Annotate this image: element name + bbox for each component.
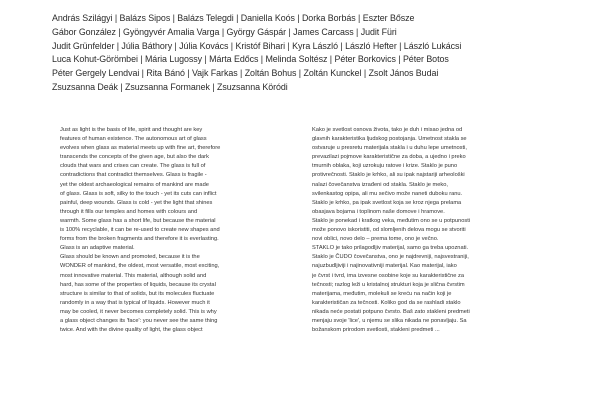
paragraph-line: Glass is an adaptive material. [60,245,135,252]
paragraph-line: STAKLO je tako prilagodljiv materijal, samo ga treba upoznati. [312,245,469,252]
artist-names-list [52,12,552,95]
paragraph-line: hard, has some of the properties of liquids, because its crystal [60,281,216,288]
paragraph-line: tmurnih oblaka, koji uzrokuju ratove i krize. Staklo je puno [312,163,458,170]
paragraph-line: WONDER of mankind, the oldest, most versatile, most exciting, [60,263,220,270]
artist-names-line: Judit Grünfelder | Júlia Báthory | Júlia Kovács | Kristóf Bihari | Kyra László | László Hefter | László Lukácsi [52,40,462,51]
paragraph-line: novi oblici, novo delo – prema tome, ono je večno. [312,236,439,243]
paragraph-line: Staklo je ČUDO čovečanstva, ono je najdrevniji, najsvestraniji, [312,254,469,261]
serbian-text-column [312,126,540,335]
paragraph-line: forms from the broken fragments and therefore it is everlasting. [60,236,219,243]
paragraph-line: može ponovo iskoristiti, od slomljenih delova mogu se stvoriti [312,227,466,234]
artist-names-line: András Szilágyi | Balázs Sipos | Balázs Telegdi | Daniella Koós | Dorka Borbás | Eszter Bősze [52,13,415,23]
paragraph-line: karakterističan za tečnosti. Koliko god da se rashladi staklo [312,299,461,306]
paragraph-line: transcends the concepts of the given age, but also the dark [60,154,209,161]
paragraph-line: protivrečnosti. Staklo je krhko, ali su ipak najstariji arheološki [312,172,465,179]
paragraph-line: Just as light is the basis of life, spirit and thought are key [60,127,203,133]
paragraph-line: randomly in a way that is typical of liquids. However much it [60,299,210,306]
paragraph-line: yet the oldest archaeological remains of mankind are made [60,181,209,188]
paragraph-line: je čvrst i tvrd, ima izvesne osobine koje su karakteristične za [312,272,465,279]
paragraph-line: prevazilazi pojmove karakteristične za doba, a ujedno i preko [312,154,466,161]
paragraph-line: nikada neće postati potpuno čvrsto. Baš zato stakleni predmeti [312,308,470,315]
paragraph-line: twice. And with the divine quality of light, the glass object [60,327,203,334]
paragraph-line: božanskom prirodom svetlosti, stakleni predmeti ... [312,327,440,334]
paragraph-line: through it fills our temples and homes with colours and [60,208,198,215]
paragraph-line: svilenkastog opipa, ali mu sečivo može naneti duboku ranu. [312,190,463,197]
paragraph-line: most innovative material. This material, although solid and [60,272,207,279]
paragraph-line: warmth. Some glass has a short life, but because the material [60,217,216,224]
paragraph-line: features of human existence. The autonomous art of glass [60,136,207,143]
paragraph-line: clouds that wars and crises can create. The glass is full of [60,163,206,170]
paragraph-line: painful, deep wounds. Glass is cold - yet the light that shines [60,199,213,206]
paragraph-line: may be cooled, it never becomes completely solid. This is why [60,308,217,315]
paragraph-line: menjaju svoje 'lice', u njemu se slika nikada ne ponavljaju. Sa [312,317,467,324]
artist-names-line: Gábor González | Gyöngyvér Amalia Varga | György Gáspár | James Carcass | Judit Füri [52,26,397,37]
paragraph-line: Staklo je ponekad i kratkog veka, međutim ono se u potpunosti [312,217,471,224]
paragraph-line: is 100% recyclable, it can be re-used to create new shapes and [60,227,220,234]
paragraph-line: tečnosti; razlog leži u kristalnoj strukturi koja je slična čvrstim [312,281,465,288]
paragraph-line: structure is similar to that of solids, but its molecules fluctuate [60,290,215,297]
english-text-column [60,126,282,335]
paragraph-line: nalazi čovečanstva izrađeni od stakla. Staklo je meko, [312,181,448,188]
paragraph-line: Glass should be known and promoted, because it is the [60,254,200,261]
artist-names-line: Péter Gergely Lendvai | Rita Bánó | Vajk Farkas | Zoltán Bohus | Zoltán Kunckel | Zsolt János Budai [52,68,439,79]
artist-names-line: Luca Kohut-Görömbei | Mária Lugossy | Márta Edőcs | Melinda Soltész | Péter Borkovics | Péter Botos [52,54,449,65]
paragraph-line: ostvaruje u presretu materijala stakla i u duhu lepe umetnosti, [312,145,467,152]
paragraph-line: Kako je svetlost osnova života, tako je duh i misao jedna od [312,127,463,133]
paragraph-line: obasjava bojama i toplinom naše domove i hramove. [312,208,445,215]
paragraph-line: of glass. Glass is soft, silky to the touch - yet its cuts can inflict [60,190,217,197]
paragraph-line: a glass object changes its 'face': you never see the same thing [60,317,218,324]
paragraph-line: materijama, međutim, molekuli se kreću na način koji je [312,290,452,297]
paragraph-line: contradictions that contradict themselves. Glass is fragile - [60,172,207,179]
paragraph-line: glavnih karakteristika ljudskog postojanja. Umetnost stakla se [312,136,467,143]
artist-names-line: Zsuzsanna Deák | Zsuzsanna Formanek | Zsuzsanna Köródi [52,81,288,92]
paragraph-line: najuzbudljiviji i najinovativniji materijal. Kao materijal, iako [312,263,457,270]
paragraph-line: evolves when glass as material meets up with fine art, therefore [60,145,221,152]
paragraph-line: Staklo je krhko, pa ipak svetlost koja se kroz njega prelama [312,199,462,206]
